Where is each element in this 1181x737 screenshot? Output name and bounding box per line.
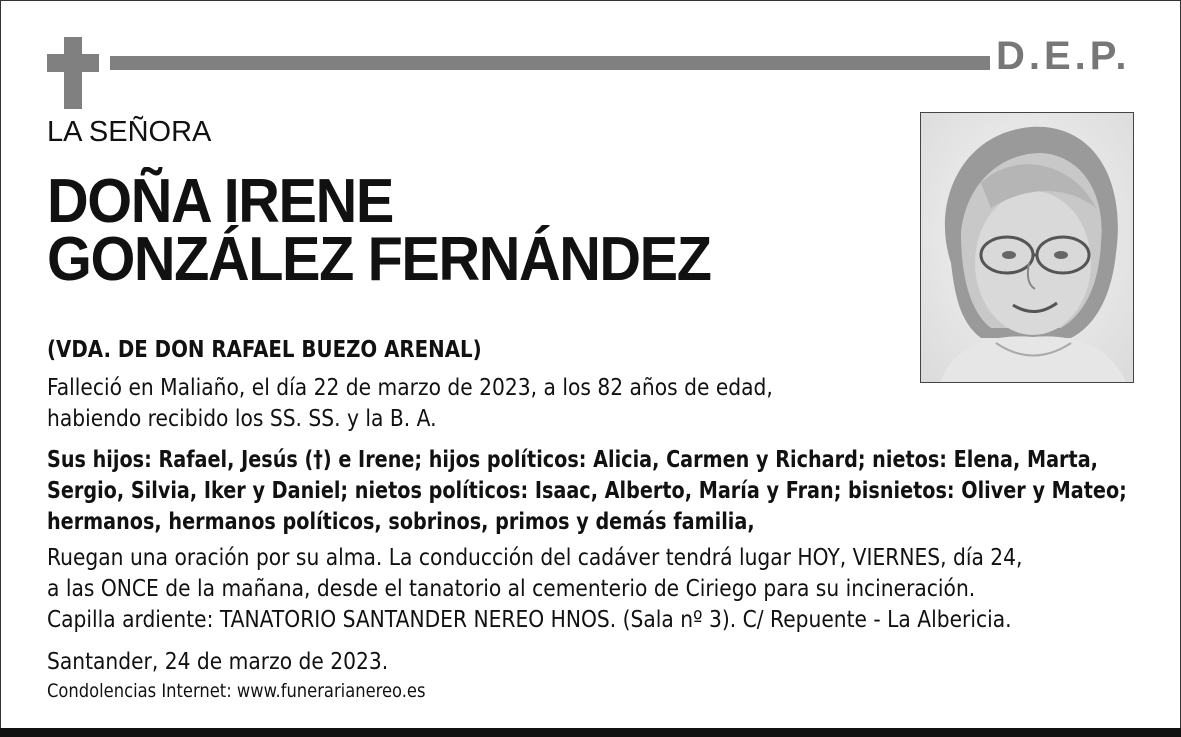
widow-of-line: (VDA. DE DON RAFAEL BUEZO ARENAL) — [47, 337, 482, 363]
title-label: LA SEÑORA — [47, 116, 212, 148]
ceremony-line: a las ONCE de la mañana, desde el tanatorio al cementerio de Ciriego para su incineración. — [47, 576, 976, 602]
family-line: hermanos, hermanos políticos, sobrinos, primos y demás familia, — [47, 509, 755, 535]
bottom-rule — [0, 728, 1181, 737]
family-line: Sergio, Silvia, Iker y Daniel; nietos políticos: Isaac, Alberto, María y Fran; bisnietos: Oliver y Mateo; — [47, 478, 1127, 504]
deceased-name-line-1: DOÑA IRENE — [47, 167, 393, 236]
dep-heading: D.E.P. — [996, 34, 1131, 78]
death-details-line: habiendo recibido los SS. SS. y la B. A. — [47, 406, 437, 432]
ceremony-line: Capilla ardiente: TANATORIO SANTANDER NEREO HNOS. (Sala nº 3). C/ Repuente - La Albericia. — [47, 607, 1012, 633]
portrait-photo — [920, 112, 1134, 383]
death-details-line: Falleció en Maliaño, el día 22 de marzo de 2023, a los 82 años de edad, — [47, 375, 773, 401]
deceased-name-line-2: GONZÁLEZ FERNÁNDEZ — [47, 225, 711, 294]
place-date: Santander, 24 de marzo de 2023. — [47, 649, 389, 675]
header-rule — [110, 56, 990, 70]
cross-icon — [64, 37, 82, 109]
family-line: Sus hijos: Rafael, Jesús (†) e Irene; hijos políticos: Alicia, Carmen y Richard; nietos: Elena, Marta, — [47, 447, 1098, 473]
ceremony-line: Ruegan una oración por su alma. La conducción del cadáver tendrá lugar HOY, VIERNES, día 24, — [47, 545, 1023, 571]
condolences-link: Condolencias Internet: www.funerarianereo.es — [47, 680, 426, 702]
cross-icon-bar — [47, 54, 99, 72]
